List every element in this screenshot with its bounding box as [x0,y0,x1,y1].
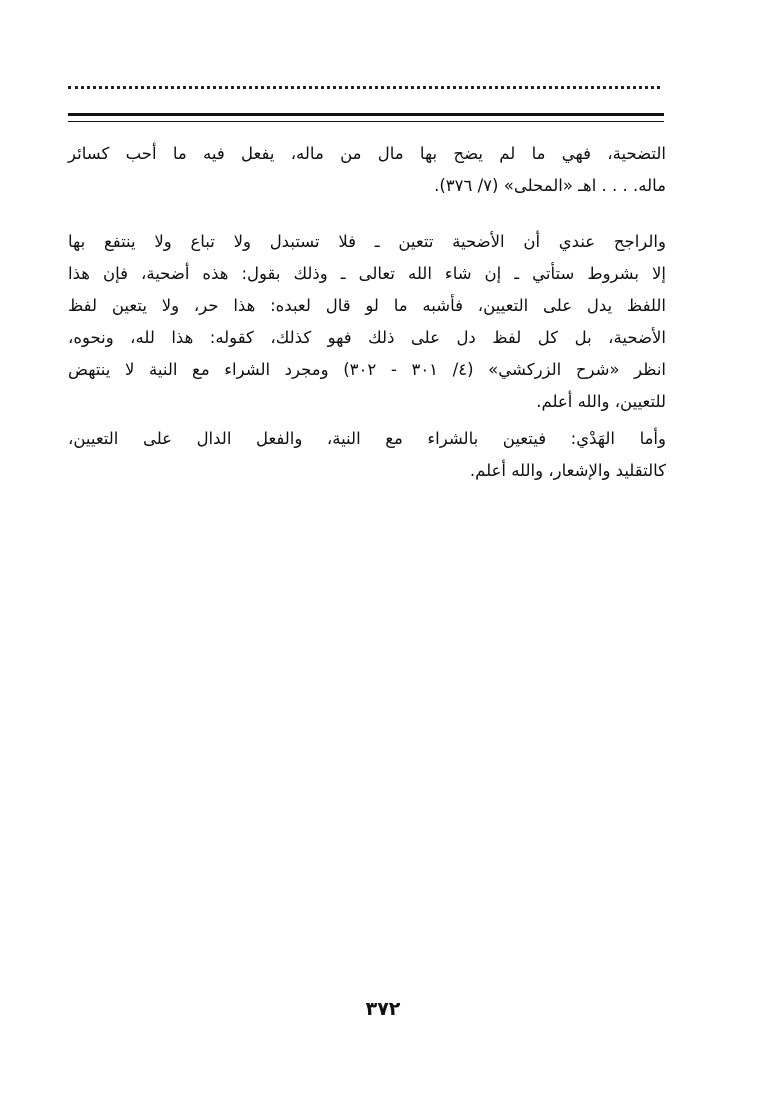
text-line: للتعيين، والله أعلم. [536,392,666,411]
text-line: اللفظ يدل على التعيين، فأشبه ما لو قال لعبده: هذا حر، ولا يتعين لفظ [68,296,666,315]
paragraph-3 [68,423,666,487]
text-line: ماله. . . . اهـ «المحلى» (٧/ ٣٧٦). [434,176,666,195]
paragraph-2 [68,226,666,418]
text-line: كالتقليد والإشعار، والله أعلم. [469,461,666,480]
header-thick-rule [68,113,664,116]
text-line: التضحية، فهي ما لم يضح بها مال من ماله، يفعل فيه ما أحب كسائر [68,144,666,163]
text-line: وأما الهَدْي: فيتعين بالشراء مع النية، والفعل الدال على التعيين، [68,429,666,448]
text-line: والراجح عندي أن الأضحية تتعين ـ فلا تستبدل ولا تباع ولا ينتفع بها [68,232,666,251]
text-line: الأضحية، بل كل لفظ دل على ذلك فهو كذلك، كقوله: هذا لله، ونحوه، [68,328,666,347]
header-dotted-rule [68,86,660,89]
header-thin-rule [68,121,664,122]
paragraph-1 [68,138,666,202]
text-line: إلا بشروط ستأتي ـ إن شاء الله تعالى ـ وذلك بقول: هذه أضحية، فإن هذا [68,264,666,283]
page-number: ٣٧٢ [365,998,401,1020]
text-line: انظر «شرح الزركشي» (٤/ ٣٠١ - ٣٠٢) ومجرد الشراء مع النية لا ينتهض [68,360,666,379]
